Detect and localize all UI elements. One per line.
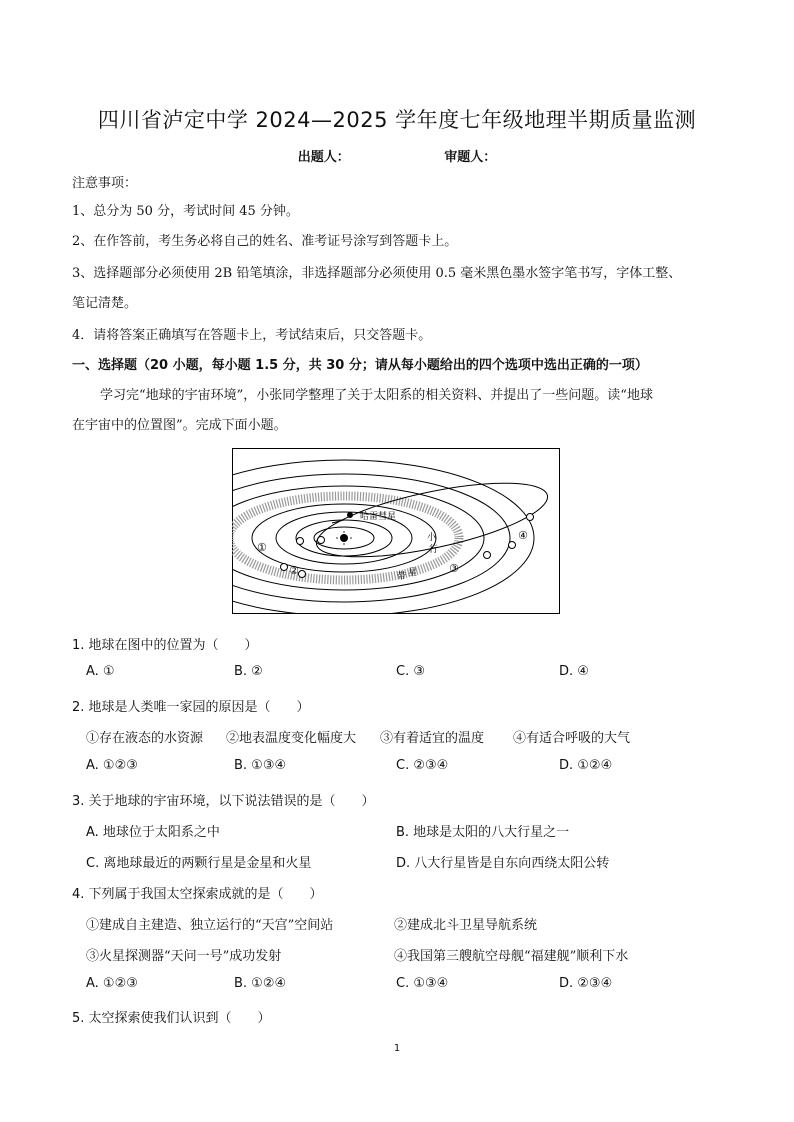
comet-icon <box>347 512 353 518</box>
setter-label: 出题人： <box>297 150 350 165</box>
option-b[interactable]: B. ①③④ <box>234 758 287 773</box>
option-c[interactable]: C. 离地球最近的两颗行星是金星和火星 <box>86 856 312 871</box>
planet-icon <box>281 564 288 571</box>
question-stem: 2. 地球是人类唯一家园的原因是（ ） <box>72 700 310 715</box>
option-a[interactable]: A. ① <box>86 664 115 679</box>
planet-icon <box>484 552 491 559</box>
belt-label: 带 <box>397 572 407 582</box>
author-line <box>0 146 794 165</box>
sun-icon <box>340 534 348 542</box>
option-d[interactable]: D. ①②④ <box>559 758 613 773</box>
statement: ①存在液态的水资源 <box>86 731 204 746</box>
option-b[interactable]: B. ①②④ <box>234 976 287 991</box>
statement: ③火星探测器“天问一号”成功发射 <box>86 949 282 964</box>
planet-icon <box>299 571 306 578</box>
option-d[interactable]: D. ④ <box>559 664 589 679</box>
statement: ②建成北斗卫星导航系统 <box>394 918 538 933</box>
statement: ③有着适宜的温度 <box>380 731 485 746</box>
option-a[interactable]: A. ①②③ <box>86 976 138 991</box>
statement: ④有适合呼吸的大气 <box>513 731 631 746</box>
note-item: 2、在作答前，考生务必将自己的姓名、准考证号涂写到答题卡上。 <box>72 234 458 249</box>
exam-title: 四川省泸定中学 2024—2025 学年度七年级地理半期质量监测 <box>97 108 697 132</box>
marker-3: ③ <box>449 562 459 575</box>
intro-line: 在宇宙中的位置图”。完成下面小题。 <box>72 418 287 433</box>
question-stem: 3. 关于地球的宇宙环境，以下说法错误的是（ ） <box>72 794 375 809</box>
option-c[interactable]: C. ③ <box>396 664 425 679</box>
planet-icon <box>318 537 325 544</box>
marker-2: ② <box>289 564 299 577</box>
option-a[interactable]: A. ①②③ <box>86 758 138 773</box>
note-item: 笔记清楚。 <box>72 296 138 311</box>
notes-heading: 注意事项： <box>72 176 138 191</box>
belt-label: 星 <box>408 568 418 578</box>
statement: ④我国第三艘航空母舰“福建舰”顺利下水 <box>394 949 629 964</box>
option-d[interactable]: D. 八大行星皆是自东向西绕太阳公转 <box>396 856 610 871</box>
marker-1: ① <box>257 541 267 554</box>
section-heading: 一、选择题（20 小题，每小题 1.5 分，共 30 分；请从每小题给出的四个选项中选出正确的一项） <box>72 358 648 373</box>
question-stem: 1. 地球在图中的位置为（ ） <box>72 638 258 653</box>
option-b[interactable]: B. ② <box>234 664 263 679</box>
planet-icon <box>509 542 516 549</box>
note-item: 1、总分为 50 分，考试时间 45 分钟。 <box>72 204 299 219</box>
option-c[interactable]: C. ②③④ <box>396 758 449 773</box>
question-stem: 4. 下列属于我国太空探索成就的是（ ） <box>72 887 323 902</box>
note-item: 4．请将答案正确填写在答题卡上，考试结束后，只交答题卡。 <box>72 328 432 343</box>
reviewer-label: 审题人： <box>444 150 497 165</box>
planet-icon <box>297 538 304 545</box>
question-stem: 5. 太空探索使我们认识到（ ） <box>72 1011 271 1026</box>
belt-label: 行 <box>429 545 439 555</box>
intro-line: 学习完“地球的宇宙环境”，小张同学整理了关于太阳系的相关资料、并提出了一些问题。读“地球 <box>100 388 653 403</box>
statement: ②地表温度变化幅度大 <box>226 731 357 746</box>
option-b[interactable]: B. 地球是太阳的八大行星之一 <box>396 825 570 840</box>
solar-system-figure <box>232 448 560 614</box>
comet-label: 哈雷彗星 <box>360 512 397 522</box>
page-number: 1 <box>393 1043 401 1054</box>
option-d[interactable]: D. ②③④ <box>559 976 613 991</box>
note-item: 3、选择题部分必须使用 2B 铅笔填涂，非选择题部分必须使用 0.5 毫米黑色墨水签字笔书写，字体工整、 <box>72 266 682 281</box>
planet-icon <box>527 514 534 521</box>
statement: ①建成自主建造、独立运行的“天宫”空间站 <box>86 918 334 933</box>
marker-4: ④ <box>518 529 528 542</box>
option-c[interactable]: C. ①③④ <box>396 976 449 991</box>
option-a[interactable]: A. 地球位于太阳系之中 <box>86 825 220 840</box>
belt-label: 小 <box>427 533 437 543</box>
